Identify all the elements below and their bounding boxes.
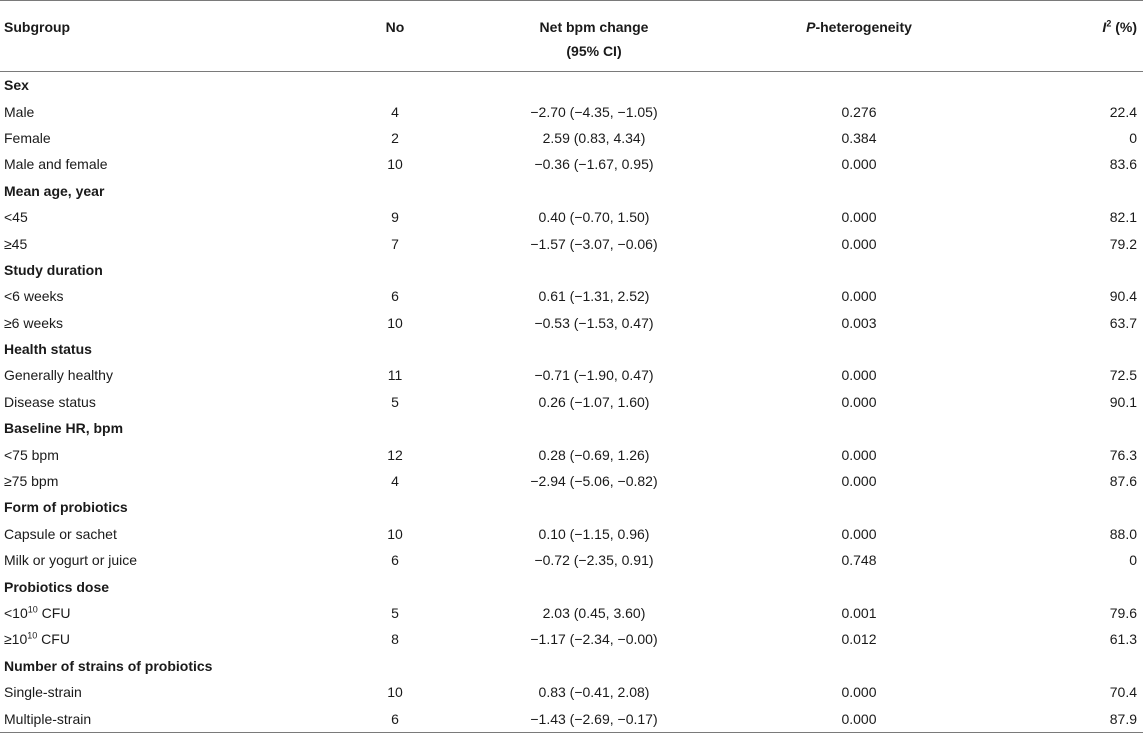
cell-subgroup bbox=[0, 204, 330, 230]
group-title: Sex bbox=[4, 77, 29, 94]
table-row bbox=[0, 600, 1143, 626]
header-i2-rest: (%) bbox=[1111, 19, 1137, 35]
group-title: Baseline HR, bpm bbox=[4, 420, 124, 437]
table-row bbox=[0, 389, 1143, 415]
cell-p-heterogeneity: 0.000 bbox=[841, 367, 877, 384]
subgroup-label: <10 bbox=[4, 605, 28, 621]
cell-i2: 88.0 bbox=[1109, 525, 1137, 542]
cell-p-heterogeneity: 0.000 bbox=[841, 525, 877, 542]
cell-i2: 87.9 bbox=[1109, 710, 1137, 727]
cell-subgroup bbox=[0, 389, 330, 415]
table-header bbox=[0, 1, 1143, 72]
group-row bbox=[0, 653, 1143, 679]
group-row bbox=[0, 72, 1143, 99]
cell-p-heterogeneity: 0.384 bbox=[841, 129, 877, 146]
subgroup-label: Capsule or sachet bbox=[4, 525, 117, 542]
cell-i2: 70.4 bbox=[1109, 684, 1137, 701]
cell-p-heterogeneity: 0.000 bbox=[841, 710, 877, 727]
group-title: Probiotics dose bbox=[4, 578, 110, 595]
subgroup-exponent: 10 bbox=[27, 604, 38, 615]
cell-net-bpm-change: 0.26 (−1.07, 1.60) bbox=[538, 393, 650, 410]
cell-i2: 79.6 bbox=[1109, 605, 1137, 621]
table-row bbox=[0, 441, 1143, 467]
cell-subgroup bbox=[0, 521, 330, 547]
cell-no: 10 bbox=[387, 684, 403, 701]
subgroup-label: Multiple-strain bbox=[4, 710, 92, 727]
cell-i2: 83.6 bbox=[1109, 156, 1137, 173]
cell-net-bpm-change: 0.40 (−0.70, 1.50) bbox=[538, 209, 650, 226]
cell-no: 2 bbox=[391, 129, 399, 146]
cell-subgroup bbox=[0, 626, 330, 652]
cell-subgroup bbox=[0, 151, 330, 177]
cell-no: 9 bbox=[391, 209, 399, 226]
cell-subgroup bbox=[0, 230, 330, 256]
cell-subgroup bbox=[0, 283, 330, 309]
subgroup-exponent: 10 bbox=[27, 630, 38, 641]
cell-no: 6 bbox=[391, 710, 399, 727]
cell-p-heterogeneity: 0.000 bbox=[841, 209, 877, 226]
cell-subgroup bbox=[0, 705, 330, 732]
cell-subgroup bbox=[0, 310, 330, 336]
subgroup-label: Female bbox=[4, 129, 51, 146]
cell-no: 10 bbox=[387, 525, 403, 542]
cell-p-heterogeneity: 0.000 bbox=[841, 288, 877, 305]
table-row bbox=[0, 125, 1143, 151]
cell-p-heterogeneity: 0.276 bbox=[841, 103, 877, 120]
header-i2-sup: 2 bbox=[1106, 18, 1112, 29]
cell-i2: 82.1 bbox=[1109, 209, 1137, 226]
table-row bbox=[0, 679, 1143, 705]
cell-p-heterogeneity: 0.000 bbox=[841, 684, 877, 701]
cell-i2: 90.1 bbox=[1109, 393, 1137, 410]
group-title: Number of strains of probiotics bbox=[4, 657, 213, 674]
header-row bbox=[0, 1, 1143, 72]
table-row bbox=[0, 230, 1143, 256]
header-i2-italic: I bbox=[1102, 19, 1107, 35]
table-row bbox=[0, 362, 1143, 388]
table-row bbox=[0, 705, 1143, 732]
cell-subgroup bbox=[0, 125, 330, 151]
subgroup-unit: CFU bbox=[37, 605, 71, 621]
cell-p-heterogeneity: 0.000 bbox=[841, 473, 877, 490]
header-p-italic: P bbox=[806, 19, 816, 35]
cell-i2: 72.5 bbox=[1109, 367, 1137, 384]
subgroup-label: Milk or yogurt or juice bbox=[4, 552, 138, 569]
cell-p-heterogeneity: 0.000 bbox=[841, 393, 877, 410]
cell-net-bpm-change: 0.10 (−1.15, 0.96) bbox=[538, 525, 650, 542]
cell-net-bpm-change: 2.59 (0.83, 4.34) bbox=[542, 129, 646, 146]
cell-i2: 79.2 bbox=[1109, 235, 1137, 252]
group-title: Study duration bbox=[4, 261, 103, 278]
group-title: Health status bbox=[4, 341, 92, 358]
cell-p-heterogeneity: 0.001 bbox=[841, 605, 877, 621]
group-row bbox=[0, 494, 1143, 520]
cell-subgroup bbox=[0, 600, 330, 626]
cell-no: 7 bbox=[391, 235, 399, 252]
cell-net-bpm-change: −1.57 (−3.07, −0.06) bbox=[530, 235, 658, 252]
subgroup-label: <75 bpm bbox=[4, 446, 59, 463]
table-row bbox=[0, 204, 1143, 230]
cell-p-heterogeneity: 0.000 bbox=[841, 446, 877, 463]
subgroup-label: ≥75 bpm bbox=[4, 473, 59, 490]
table-row bbox=[0, 283, 1143, 309]
cell-no: 10 bbox=[387, 314, 403, 331]
cell-no: 11 bbox=[387, 367, 403, 384]
header-p-heterogeneity bbox=[728, 1, 990, 72]
header-no: No bbox=[385, 19, 405, 35]
group-title: Mean age, year bbox=[4, 182, 105, 199]
subgroup-label: Male and female bbox=[4, 156, 108, 173]
table-row bbox=[0, 468, 1143, 494]
subgroup-label: Generally healthy bbox=[4, 367, 113, 384]
cell-no: 10 bbox=[387, 156, 403, 173]
cell-no: 4 bbox=[391, 103, 399, 120]
cell-no: 8 bbox=[391, 631, 399, 648]
cell-subgroup bbox=[0, 441, 330, 467]
subgroup-label: Single-strain bbox=[4, 684, 82, 701]
cell-net-bpm-change: −2.70 (−4.35, −1.05) bbox=[530, 103, 658, 120]
group-row bbox=[0, 257, 1143, 283]
cell-net-bpm-change: −0.72 (−2.35, 0.91) bbox=[534, 552, 654, 569]
cell-no: 5 bbox=[391, 605, 399, 621]
cell-no: 4 bbox=[391, 473, 399, 490]
cell-p-heterogeneity: 0.000 bbox=[841, 156, 877, 173]
cell-net-bpm-change: −0.53 (−1.53, 0.47) bbox=[534, 314, 654, 331]
table-body bbox=[0, 72, 1143, 733]
table-row bbox=[0, 521, 1143, 547]
cell-subgroup bbox=[0, 98, 330, 124]
cell-no: 12 bbox=[387, 446, 403, 463]
cell-subgroup bbox=[0, 468, 330, 494]
table-row bbox=[0, 98, 1143, 124]
cell-no: 5 bbox=[391, 393, 399, 410]
subgroup-label: Male bbox=[4, 103, 35, 120]
group-row bbox=[0, 178, 1143, 204]
table-row bbox=[0, 626, 1143, 652]
cell-no: 6 bbox=[391, 552, 399, 569]
group-title: Form of probiotics bbox=[4, 499, 128, 516]
cell-net-bpm-change: −0.36 (−1.67, 0.95) bbox=[534, 156, 654, 173]
cell-no: 6 bbox=[391, 288, 399, 305]
cell-net-bpm-change: −1.17 (−2.34, −0.00) bbox=[530, 631, 658, 648]
header-net-line1: Net bpm change bbox=[539, 19, 649, 35]
table-row bbox=[0, 151, 1143, 177]
cell-net-bpm-change: 0.83 (−0.41, 2.08) bbox=[538, 684, 650, 701]
cell-i2: 76.3 bbox=[1109, 446, 1137, 463]
cell-net-bpm-change: 2.03 (0.45, 3.60) bbox=[542, 605, 646, 621]
header-net-bpm-change bbox=[460, 1, 728, 72]
subgroup-label: Disease status bbox=[4, 393, 96, 410]
subgroup-label: ≥45 bbox=[4, 235, 28, 252]
cell-net-bpm-change: 0.28 (−0.69, 1.26) bbox=[538, 446, 650, 463]
cell-i2: 22.4 bbox=[1109, 103, 1137, 120]
header-net-line2: (95% CI) bbox=[566, 43, 622, 59]
subgroup-label: <6 weeks bbox=[4, 288, 64, 305]
subgroup-label: ≥10 bbox=[4, 631, 28, 648]
cell-subgroup bbox=[0, 362, 330, 388]
header-subgroup: Subgroup bbox=[4, 19, 71, 35]
table-row bbox=[0, 547, 1143, 573]
header-i2 bbox=[990, 1, 1143, 72]
cell-i2: 63.7 bbox=[1109, 314, 1137, 331]
cell-net-bpm-change: −2.94 (−5.06, −0.82) bbox=[530, 473, 658, 490]
cell-p-heterogeneity: 0.748 bbox=[841, 552, 877, 569]
cell-i2: 0 bbox=[1129, 552, 1137, 569]
cell-i2: 0 bbox=[1129, 129, 1137, 146]
cell-net-bpm-change: 0.61 (−1.31, 2.52) bbox=[538, 288, 650, 305]
group-row bbox=[0, 573, 1143, 599]
cell-subgroup bbox=[0, 547, 330, 573]
cell-p-heterogeneity: 0.003 bbox=[841, 314, 877, 331]
cell-i2: 90.4 bbox=[1109, 288, 1137, 305]
cell-i2: 61.3 bbox=[1109, 631, 1137, 648]
cell-i2: 87.6 bbox=[1109, 473, 1137, 490]
cell-p-heterogeneity: 0.012 bbox=[841, 631, 877, 648]
cell-net-bpm-change: −0.71 (−1.90, 0.47) bbox=[534, 367, 654, 384]
group-row bbox=[0, 415, 1143, 441]
cell-subgroup bbox=[0, 679, 330, 705]
subgroup-unit: CFU bbox=[37, 631, 70, 648]
header-p-rest: -heterogeneity bbox=[815, 19, 912, 35]
group-row bbox=[0, 336, 1143, 362]
table-row bbox=[0, 310, 1143, 336]
subgroup-label: <45 bbox=[4, 209, 28, 226]
subgroup-label: ≥6 weeks bbox=[4, 314, 64, 331]
cell-p-heterogeneity: 0.000 bbox=[841, 235, 877, 252]
cell-net-bpm-change: −1.43 (−2.69, −0.17) bbox=[530, 710, 658, 727]
